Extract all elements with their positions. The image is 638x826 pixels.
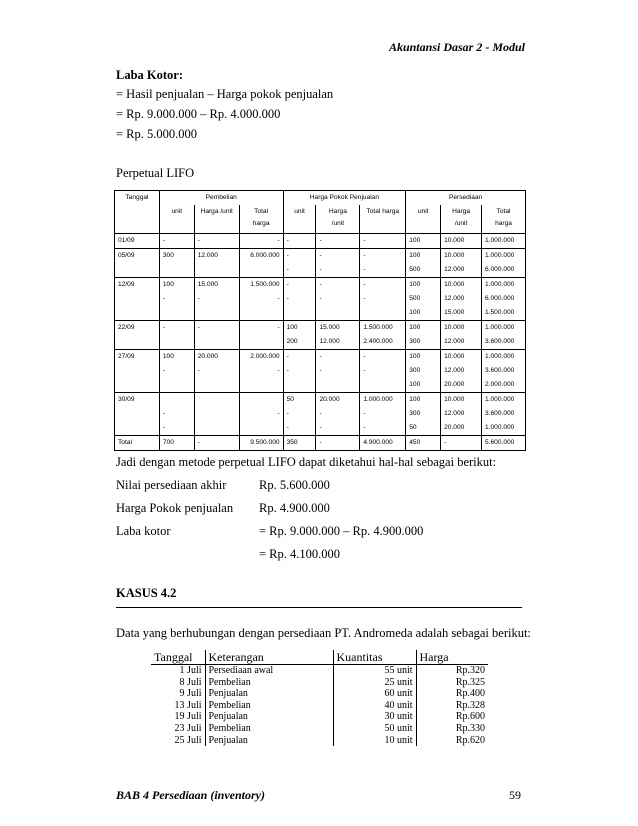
lifo-value: 6.000.000 — [485, 266, 515, 273]
lifo-value: 500 — [409, 266, 421, 273]
total-label: Total — [115, 436, 160, 451]
lifo-value: - — [286, 353, 289, 360]
lifo-value: - — [286, 266, 289, 273]
lifo-cell — [360, 234, 406, 249]
total-cell: 4.900.000 — [360, 436, 406, 451]
lifo-value: 10.000 — [444, 324, 465, 331]
lifo-value — [198, 421, 236, 435]
lifo-value: - — [286, 367, 289, 374]
kasus-tanggal: 1 Juli — [179, 665, 202, 676]
lifo-value: - — [277, 295, 280, 302]
lifo-cell — [406, 249, 441, 278]
lifo-value: 10.000 — [444, 237, 465, 244]
kasus-harga: Rp.600 — [416, 711, 488, 723]
lifo-value: 300 — [162, 252, 174, 259]
lifo-value — [163, 393, 191, 407]
lifo-value — [243, 393, 280, 407]
kasus-kuantitas: 55 unit — [333, 665, 416, 677]
kasus-row — [151, 735, 488, 747]
col-pembelian: Pembelian — [159, 191, 283, 206]
lifo-cell — [360, 278, 406, 321]
lifo-value: - — [277, 324, 280, 331]
summary-result: = Rp. 4.100.000 — [259, 547, 341, 561]
lifo-header-row — [115, 191, 526, 206]
kasus-harga: Rp.330 — [416, 723, 488, 735]
lifo-value: 3.600.000 — [485, 338, 515, 345]
lifo-date: 22/09 — [115, 321, 160, 350]
lifo-cell — [283, 234, 316, 249]
kasus-row — [151, 700, 488, 712]
lifo-cell — [159, 278, 194, 321]
kasus-col-header: Keterangan — [205, 650, 333, 665]
lifo-cell — [406, 393, 441, 436]
sub-total: Total harga — [482, 205, 526, 234]
lifo-date: 05/09 — [115, 249, 160, 278]
lifo-value: 100 — [409, 396, 421, 403]
lifo-value: 12.000 — [197, 252, 218, 259]
total-cell: - — [316, 436, 360, 451]
kasus-tanggal: 9 Juli — [179, 688, 202, 700]
lifo-value: 300 — [409, 410, 421, 417]
lifo-value: 300 — [409, 367, 421, 374]
lifo-row — [115, 350, 526, 393]
lifo-value: - — [319, 266, 322, 273]
lifo-value: - — [319, 410, 322, 417]
lifo-cell — [406, 278, 441, 321]
sub-total-harga: Total harga — [239, 205, 283, 234]
kasus-intro: Data yang berhubungan dengan persediaan PT. Andromeda adalah sebagai berikut: — [116, 626, 531, 640]
lifo-cell — [441, 393, 482, 436]
summary-item — [116, 478, 496, 493]
lifo-cell — [194, 350, 239, 393]
lifo-value: - — [162, 295, 166, 302]
lifo-cell — [194, 393, 239, 436]
summary-intro: Jadi dengan metode perpetual LIFO dapat diketahui hal-hal sebagai berikut: — [116, 455, 497, 469]
laba-line: = Hasil penjualan – Harga pokok penjualan — [116, 87, 334, 101]
kasus-row — [151, 688, 488, 700]
total-cell: 350 — [283, 436, 316, 451]
lifo-value: 20.000 — [444, 381, 465, 388]
lifo-value: 12.000 — [444, 367, 465, 374]
lifo-value: - — [319, 424, 322, 431]
total-cell: 9.500.000 — [239, 436, 283, 451]
kasus-row — [151, 723, 488, 735]
lifo-cell — [406, 234, 441, 249]
lifo-cell — [159, 393, 194, 436]
lifo-value: 10.000 — [444, 396, 465, 403]
lifo-cell — [283, 393, 316, 436]
lifo-value: - — [162, 367, 166, 374]
lifo-value: 100 — [286, 324, 298, 331]
lifo-value: 1.000.000 — [485, 281, 515, 288]
summary-item — [116, 524, 496, 539]
lifo-cell — [316, 234, 360, 249]
kasus-col-header: Tanggal — [151, 650, 205, 665]
lifo-value: - — [363, 237, 366, 244]
lifo-value: 100 — [409, 281, 421, 288]
kasus-keterangan: Penjualan — [205, 688, 333, 700]
lifo-cell — [159, 249, 194, 278]
lifo-value: 10.000 — [444, 252, 465, 259]
lifo-cell — [316, 393, 360, 436]
col-tanggal: Tanggal — [115, 191, 160, 206]
lifo-value: - — [286, 424, 289, 431]
lifo-cell — [283, 278, 316, 321]
lifo-date: 12/09 — [115, 278, 160, 321]
lifo-value: - — [319, 237, 322, 244]
lifo-value: - — [162, 324, 166, 331]
kasus-header-row — [151, 650, 488, 665]
lifo-cell — [159, 234, 194, 249]
lifo-value: - — [319, 367, 322, 374]
lifo-cell — [406, 350, 441, 393]
lifo-value — [198, 407, 236, 421]
lifo-value: 1.000.000 — [485, 237, 515, 244]
lifo-value: - — [363, 281, 366, 288]
lifo-value: - — [363, 410, 366, 417]
lifo-value: 6.000.000 — [250, 252, 280, 259]
lifo-value: 1.000.000 — [485, 353, 515, 360]
kasus-keterangan: Pembelian — [205, 700, 333, 712]
lifo-value — [243, 421, 280, 435]
lifo-value: 1.500.000 — [250, 281, 280, 288]
kasus-harga: Rp.328 — [416, 700, 488, 712]
kasus-tanggal: 23 Juli — [174, 722, 202, 734]
lifo-value: - — [319, 295, 322, 302]
lifo-date: 01/09 — [115, 234, 160, 249]
lifo-value: 50 — [409, 424, 417, 431]
lifo-cell — [482, 350, 526, 393]
summary-section — [116, 455, 496, 562]
kasus-keterangan: Penjualan — [205, 711, 333, 723]
lifo-value: 20.000 — [444, 424, 465, 431]
sub-total-harga: Total harga — [360, 205, 406, 234]
lifo-cell — [482, 393, 526, 436]
sub-unit: unit — [159, 205, 194, 234]
kasus-kuantitas: 40 unit — [333, 700, 416, 712]
lifo-value: 12.000 — [444, 410, 465, 417]
lifo-value: - — [319, 353, 322, 360]
lifo-value: 200 — [286, 338, 298, 345]
lifo-value: 1.000.000 — [485, 252, 515, 259]
lifo-cell — [406, 321, 441, 350]
summary-label: Harga Pokok penjualan — [116, 501, 234, 515]
summary-value: Rp. 5.600.000 — [259, 478, 330, 492]
lifo-row — [115, 278, 526, 321]
lifo-cell — [194, 249, 239, 278]
lifo-cell — [316, 350, 360, 393]
lifo-value: 3.600.000 — [485, 410, 515, 417]
lifo-value: - — [277, 410, 280, 417]
lifo-value: 50 — [286, 396, 294, 403]
kasus-harga: Rp.325 — [416, 677, 488, 689]
lifo-value: - — [197, 237, 200, 244]
lifo-cell — [194, 234, 239, 249]
sub-harga: Harga /unit — [441, 205, 482, 234]
kasus-kuantitas: 60 unit — [333, 688, 416, 700]
lifo-value: 100 — [409, 252, 421, 259]
kasus-tanggal: 8 Juli — [179, 676, 202, 688]
lifo-value: - — [162, 424, 166, 431]
lifo-value: - — [363, 252, 366, 259]
summary-label: Laba kotor — [116, 524, 171, 538]
kasus-keterangan: Pembelian — [205, 677, 333, 689]
kasus-kuantitas: 10 unit — [333, 735, 416, 747]
lifo-value: 10.000 — [444, 281, 465, 288]
lifo-value: - — [286, 410, 289, 417]
lifo-value: - — [363, 295, 366, 302]
lifo-row — [115, 393, 526, 436]
lifo-cell — [360, 350, 406, 393]
kasus-tanggal: 13 Juli — [174, 699, 202, 711]
lifo-cell — [283, 321, 316, 350]
lifo-row — [115, 321, 526, 350]
lifo-value: 12.000 — [444, 266, 465, 273]
lifo-value: - — [286, 295, 289, 302]
lifo-cell — [482, 234, 526, 249]
kasus-col-header: Harga — [416, 650, 488, 665]
lifo-date: 30/09 — [115, 393, 160, 436]
kasus-kuantitas: 25 unit — [333, 677, 416, 689]
lifo-cell — [482, 278, 526, 321]
kasus-kuantitas: 30 unit — [333, 711, 416, 723]
lifo-value: - — [277, 367, 280, 374]
sub-harga: Harga /unit — [316, 205, 360, 234]
lifo-value: 100 — [409, 353, 421, 360]
lifo-cell — [239, 350, 283, 393]
lifo-value: 2.000.000 — [250, 353, 280, 360]
lifo-total-row — [115, 436, 526, 451]
laba-kotor-heading: Laba Kotor: — [116, 68, 184, 82]
lifo-cell — [441, 234, 482, 249]
lifo-table — [114, 190, 526, 451]
lifo-value: - — [286, 252, 289, 259]
lifo-cell — [283, 249, 316, 278]
kasus-kuantitas: 50 unit — [333, 723, 416, 735]
lifo-value: 300 — [409, 338, 421, 345]
lifo-cell — [194, 278, 239, 321]
lifo-value: - — [162, 410, 166, 417]
kasus-col-header: Kuantitas — [333, 650, 416, 665]
lifo-value: 1.000.000 — [485, 396, 515, 403]
kasus-keterangan: Persediaan awal — [205, 665, 333, 677]
lifo-cell — [316, 249, 360, 278]
lifo-value: - — [363, 353, 366, 360]
lifo-value — [198, 393, 236, 407]
lifo-value: 12.000 — [444, 338, 465, 345]
page-header: Akuntansi Dasar 2 - Modul — [388, 40, 525, 54]
laba-kotor-section — [116, 68, 333, 142]
total-cell: 450 — [406, 436, 441, 451]
lifo-value: - — [197, 324, 200, 331]
lifo-cell — [482, 321, 526, 350]
lifo-value: 20.000 — [319, 396, 340, 403]
kasus-row — [151, 677, 488, 689]
kasus-row — [151, 711, 488, 723]
lifo-cell — [441, 249, 482, 278]
lifo-cell — [441, 321, 482, 350]
lifo-value: - — [319, 281, 322, 288]
kasus-row — [151, 665, 488, 677]
col-persediaan: Persediaan — [406, 191, 526, 206]
lifo-value: - — [363, 367, 366, 374]
lifo-value: 15.000 — [444, 309, 465, 316]
lifo-value: - — [286, 281, 289, 288]
kasus-harga: Rp.320 — [416, 665, 488, 677]
kasus-keterangan: Penjualan — [205, 735, 333, 747]
laba-line: = Rp. 5.000.000 — [116, 127, 198, 141]
kasus-heading: KASUS 4.2 — [116, 586, 177, 600]
lifo-cell — [194, 321, 239, 350]
footer-chapter: BAB 4 Persediaan (inventory) — [116, 788, 265, 802]
lifo-value: 12.000 — [319, 338, 340, 345]
divider — [116, 607, 522, 608]
lifo-value: 10.000 — [444, 353, 465, 360]
lifo-subheader-row — [115, 205, 526, 234]
laba-line: = Rp. 9.000.000 – Rp. 4.000.000 — [116, 107, 281, 121]
total-cell: 700 — [159, 436, 194, 451]
total-cell: 5.600.000 — [482, 436, 526, 451]
lifo-value: 3.600.000 — [485, 367, 515, 374]
lifo-value: - — [286, 237, 289, 244]
kasus-tanggal: 25 Juli — [174, 734, 202, 746]
lifo-value: 100 — [409, 237, 421, 244]
lifo-cell — [239, 321, 283, 350]
lifo-value: 15.000 — [319, 324, 340, 331]
lifo-cell — [360, 393, 406, 436]
lifo-cell — [482, 249, 526, 278]
lifo-value: - — [162, 237, 166, 244]
lifo-value: 20.000 — [197, 353, 218, 360]
lifo-cell — [360, 321, 406, 350]
lifo-cell — [239, 234, 283, 249]
lifo-value: 15.000 — [197, 281, 218, 288]
lifo-value: - — [363, 266, 366, 273]
kasus-tanggal: 19 Juli — [174, 711, 202, 723]
lifo-value: 1.000.000 — [485, 324, 515, 331]
lifo-value: - — [363, 424, 366, 431]
lifo-value: 6.000.000 — [485, 295, 515, 302]
summary-value: = Rp. 9.000.000 – Rp. 4.900.000 — [259, 524, 424, 538]
lifo-value: 100 — [409, 324, 421, 331]
summary-item — [116, 501, 496, 516]
lifo-value: 100 — [162, 353, 174, 360]
lifo-value: 12.000 — [444, 295, 465, 302]
lifo-value: - — [319, 252, 322, 259]
lifo-value: - — [197, 295, 200, 302]
kasus-table — [151, 650, 488, 746]
lifo-value: 1.500.000 — [485, 309, 515, 316]
lifo-value: 1.000.000 — [485, 424, 515, 431]
lifo-date: 27/09 — [115, 350, 160, 393]
lifo-cell — [239, 278, 283, 321]
summary-label: Nilai persediaan akhir — [116, 478, 227, 492]
lifo-value: 100 — [162, 281, 174, 288]
lifo-cell — [239, 249, 283, 278]
sub-unit: unit — [406, 205, 441, 234]
col-hpp: Harga Pokok Penjualan — [283, 191, 406, 206]
lifo-value: 1.000.000 — [363, 396, 393, 403]
kasus-harga: Rp.620 — [416, 735, 488, 747]
lifo-cell — [316, 278, 360, 321]
sub-harga-unit: Harga /unit — [194, 205, 239, 234]
lifo-cell — [239, 393, 283, 436]
lifo-row — [115, 234, 526, 249]
lifo-value: 2.400.000 — [363, 338, 393, 345]
lifo-cell — [441, 350, 482, 393]
lifo-value: 2.000.000 — [485, 381, 515, 388]
sub-unit: unit — [283, 205, 316, 234]
lifo-cell — [159, 350, 194, 393]
kasus-keterangan: Pembelian — [205, 723, 333, 735]
lifo-value: 100 — [409, 381, 421, 388]
lifo-heading: Perpetual LIFO — [116, 166, 195, 180]
kasus-harga: Rp.400 — [416, 688, 488, 700]
lifo-cell — [159, 321, 194, 350]
lifo-cell — [360, 249, 406, 278]
lifo-value: 100 — [409, 309, 421, 316]
total-cell: - — [194, 436, 239, 451]
page-number: 59 — [509, 788, 521, 802]
total-cell: - — [441, 436, 482, 451]
lifo-cell — [316, 321, 360, 350]
lifo-value: - — [197, 367, 200, 374]
lifo-cell — [283, 350, 316, 393]
summary-value: Rp. 4.900.000 — [259, 501, 330, 515]
lifo-row — [115, 249, 526, 278]
lifo-value: 1.500.000 — [363, 324, 393, 331]
lifo-cell — [441, 278, 482, 321]
lifo-value: 500 — [409, 295, 421, 302]
lifo-value: - — [277, 237, 280, 244]
